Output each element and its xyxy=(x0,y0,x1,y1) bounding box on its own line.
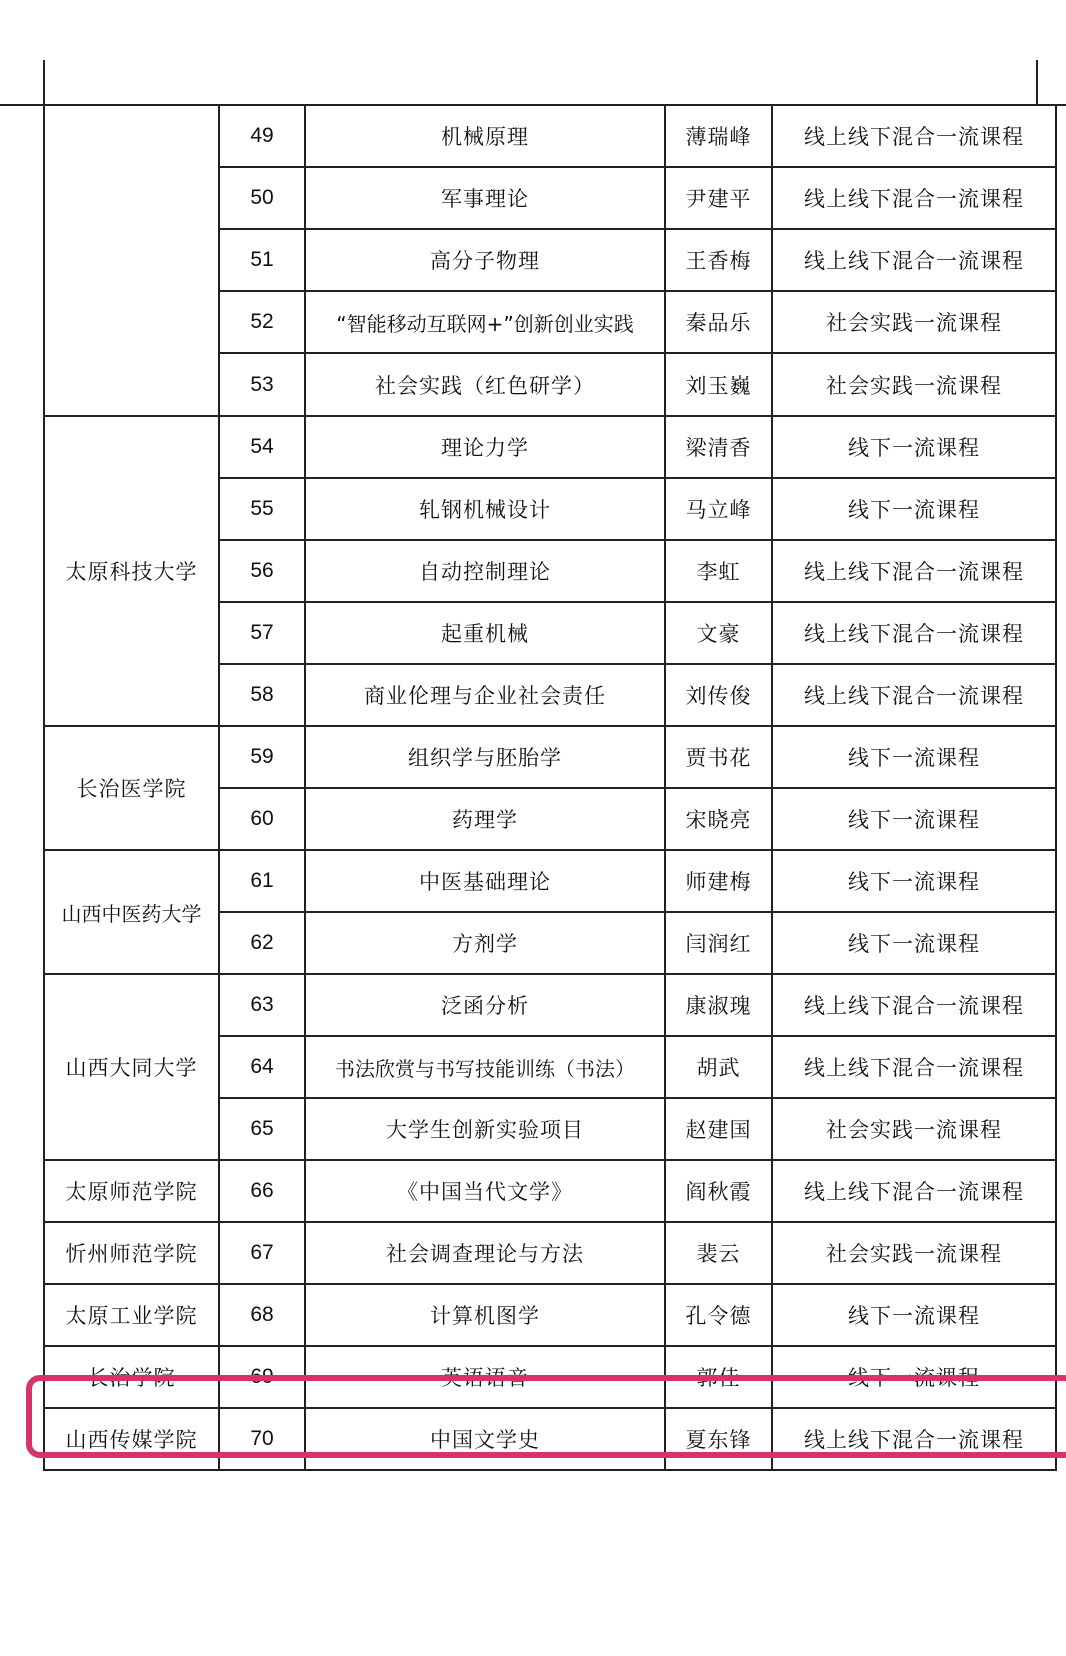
teacher-name: 阎秋霞 xyxy=(665,1160,772,1222)
course-type: 线上线下混合一流课程 xyxy=(772,1036,1056,1098)
teacher-name: 薄瑞峰 xyxy=(665,105,772,167)
course-name: 社会调查理论与方法 xyxy=(305,1222,665,1284)
course-type: 线上线下混合一流课程 xyxy=(772,664,1056,726)
table-row xyxy=(44,105,1056,167)
course-type: 线上线下混合一流课程 xyxy=(772,1408,1056,1470)
teacher-name: 夏东锋 xyxy=(665,1408,772,1470)
course-type: 线下一流课程 xyxy=(772,416,1056,478)
table-row xyxy=(44,1284,1056,1346)
course-type: 线上线下混合一流课程 xyxy=(772,1160,1056,1222)
course-name: 自动控制理论 xyxy=(305,540,665,602)
course-type: 线下一流课程 xyxy=(772,1346,1056,1408)
table-row xyxy=(44,1160,1056,1222)
teacher-name: 康淑瑰 xyxy=(665,974,772,1036)
row-number: 67 xyxy=(219,1222,305,1284)
header-divider-right xyxy=(1036,60,1038,104)
table-row xyxy=(44,1222,1056,1284)
teacher-name: 梁清香 xyxy=(665,416,772,478)
table-row xyxy=(44,1408,1056,1470)
teacher-name: 王香梅 xyxy=(665,229,772,291)
course-name: 中国文学史 xyxy=(305,1408,665,1470)
course-name: “智能移动互联网+”创新创业实践 xyxy=(305,291,665,353)
course-name: 书法欣赏与书写技能训练（书法） xyxy=(305,1036,665,1098)
row-number: 56 xyxy=(219,540,305,602)
course-name: 《中国当代文学》 xyxy=(305,1160,665,1222)
course-type: 线下一流课程 xyxy=(772,478,1056,540)
row-number: 57 xyxy=(219,602,305,664)
school-name: 太原工业学院 xyxy=(44,1284,219,1346)
course-name: 轧钢机械设计 xyxy=(305,478,665,540)
school-name: 太原师范学院 xyxy=(44,1160,219,1222)
teacher-name: 闫润红 xyxy=(665,912,772,974)
course-name: 商业伦理与企业社会责任 xyxy=(305,664,665,726)
course-name: 英语语音 xyxy=(305,1346,665,1408)
course-name: 组织学与胚胎学 xyxy=(305,726,665,788)
school-cell-continued xyxy=(44,105,219,416)
course-name: 社会实践（红色研学） xyxy=(305,353,665,416)
row-number: 69 xyxy=(219,1346,305,1408)
school-name: 长治医学院 xyxy=(44,726,219,850)
course-type: 线上线下混合一流课程 xyxy=(772,105,1056,167)
course-name: 大学生创新实验项目 xyxy=(305,1098,665,1160)
course-table xyxy=(43,104,1057,1471)
course-name: 高分子物理 xyxy=(305,229,665,291)
row-number: 63 xyxy=(219,974,305,1036)
course-name: 药理学 xyxy=(305,788,665,850)
header-divider-left xyxy=(43,60,45,104)
school-name: 长治学院 xyxy=(44,1346,219,1408)
course-type: 线上线下混合一流课程 xyxy=(772,540,1056,602)
table-row xyxy=(44,726,1056,788)
row-number: 60 xyxy=(219,788,305,850)
school-name: 山西大同大学 xyxy=(44,974,219,1160)
teacher-name: 文豪 xyxy=(665,602,772,664)
course-name: 机械原理 xyxy=(305,105,665,167)
course-type: 线上线下混合一流课程 xyxy=(772,602,1056,664)
teacher-name: 马立峰 xyxy=(665,478,772,540)
teacher-name: 裴云 xyxy=(665,1222,772,1284)
row-number: 70 xyxy=(219,1408,305,1470)
school-name: 忻州师范学院 xyxy=(44,1222,219,1284)
course-type: 线下一流课程 xyxy=(772,788,1056,850)
table-row xyxy=(44,416,1056,478)
course-type: 线上线下混合一流课程 xyxy=(772,229,1056,291)
course-type: 线下一流课程 xyxy=(772,850,1056,912)
teacher-name: 贾书花 xyxy=(665,726,772,788)
course-type: 线下一流课程 xyxy=(772,912,1056,974)
course-type: 社会实践一流课程 xyxy=(772,291,1056,353)
course-name: 理论力学 xyxy=(305,416,665,478)
row-number: 59 xyxy=(219,726,305,788)
row-number: 53 xyxy=(219,353,305,416)
row-number: 66 xyxy=(219,1160,305,1222)
row-number: 62 xyxy=(219,912,305,974)
row-number: 55 xyxy=(219,478,305,540)
table-row-highlighted xyxy=(44,1346,1056,1408)
row-number: 52 xyxy=(219,291,305,353)
row-number: 50 xyxy=(219,167,305,229)
course-name: 泛函分析 xyxy=(305,974,665,1036)
course-type: 线下一流课程 xyxy=(772,1284,1056,1346)
school-name: 山西传媒学院 xyxy=(44,1408,219,1470)
school-name: 太原科技大学 xyxy=(44,416,219,726)
row-number: 54 xyxy=(219,416,305,478)
teacher-name: 刘传俊 xyxy=(665,664,772,726)
row-number: 58 xyxy=(219,664,305,726)
course-name: 中医基础理论 xyxy=(305,850,665,912)
school-name: 山西中医药大学 xyxy=(44,850,219,974)
course-name: 方剂学 xyxy=(305,912,665,974)
course-type: 线上线下混合一流课程 xyxy=(772,974,1056,1036)
course-name: 计算机图学 xyxy=(305,1284,665,1346)
teacher-name: 李虹 xyxy=(665,540,772,602)
teacher-name: 尹建平 xyxy=(665,167,772,229)
teacher-name: 师建梅 xyxy=(665,850,772,912)
row-number: 61 xyxy=(219,850,305,912)
teacher-name: 刘玉巍 xyxy=(665,353,772,416)
course-type: 线下一流课程 xyxy=(772,726,1056,788)
row-number: 51 xyxy=(219,229,305,291)
course-name: 军事理论 xyxy=(305,167,665,229)
table-row xyxy=(44,850,1056,912)
course-type: 社会实践一流课程 xyxy=(772,1222,1056,1284)
teacher-name: 宋晓亮 xyxy=(665,788,772,850)
course-type: 线上线下混合一流课程 xyxy=(772,167,1056,229)
teacher-name: 郭佳 xyxy=(665,1346,772,1408)
teacher-name: 秦品乐 xyxy=(665,291,772,353)
teacher-name: 胡武 xyxy=(665,1036,772,1098)
row-number: 49 xyxy=(219,105,305,167)
row-number: 64 xyxy=(219,1036,305,1098)
row-number: 68 xyxy=(219,1284,305,1346)
course-name: 起重机械 xyxy=(305,602,665,664)
row-number: 65 xyxy=(219,1098,305,1160)
teacher-name: 孔令德 xyxy=(665,1284,772,1346)
table-row xyxy=(44,974,1056,1036)
teacher-name: 赵建国 xyxy=(665,1098,772,1160)
course-type: 社会实践一流课程 xyxy=(772,353,1056,416)
course-type: 社会实践一流课程 xyxy=(772,1098,1056,1160)
